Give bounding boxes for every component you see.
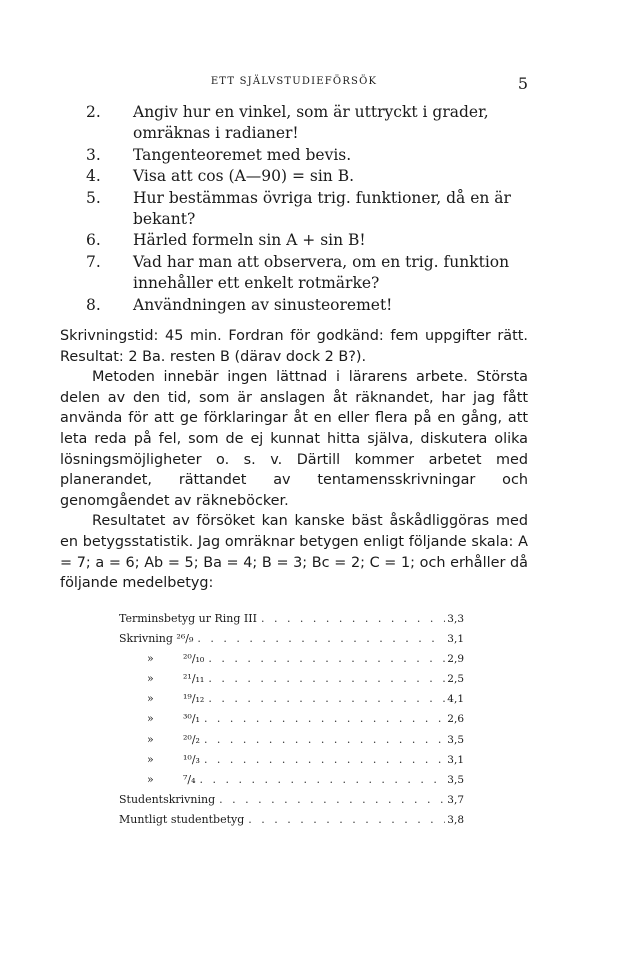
table-row (119, 669, 464, 689)
table-row (119, 609, 464, 629)
row-label: ¹⁰/₃ (183, 752, 200, 766)
list-item (86, 145, 532, 166)
table-row (119, 730, 464, 750)
row-label: Terminsbetyg ur Ring III (119, 612, 257, 625)
ditto-mark: » (147, 652, 154, 666)
page-header (60, 74, 528, 94)
leader-dots (219, 790, 445, 810)
row-label: ¹⁹/₁₂ (183, 692, 205, 706)
list-item (86, 230, 532, 251)
row-value: 3,8 (447, 813, 464, 826)
row-value: 3,5 (447, 773, 464, 786)
running-title: ETT SJÄLVSTUDIEFÖRSÖK (210, 76, 378, 87)
leader-dots (248, 810, 445, 830)
leader-dots (204, 750, 445, 770)
row-label: ²⁰/₁₀ (183, 652, 205, 666)
row-value: 2,6 (447, 713, 464, 726)
leader-dots (208, 669, 445, 689)
grade-table (119, 609, 464, 830)
table-row (119, 649, 464, 669)
row-value: 4,1 (447, 693, 464, 706)
table-row (119, 770, 464, 790)
table-row (119, 629, 464, 649)
leader-dots (261, 609, 445, 629)
item-number: 4. (86, 167, 101, 186)
item-number: 8. (86, 295, 101, 314)
row-label: ³⁰/₁ (183, 712, 200, 726)
leader-dots (204, 730, 445, 750)
leader-dots (197, 629, 445, 649)
table-row (119, 689, 464, 709)
item-text: Tangenteoremet med bevis. (133, 145, 352, 164)
item-text: Vad har man att observera, om en trig. funktion innehåller ett enkelt rotmärke? (133, 252, 510, 293)
ditto-mark: » (147, 752, 154, 766)
item-number: 7. (86, 252, 101, 271)
table-row (119, 750, 464, 770)
leader-dots (204, 709, 445, 729)
item-text: Hur bestämmas övriga trig. funktioner, då en är bekant? (133, 188, 511, 229)
list-item (86, 295, 532, 316)
item-number: 5. (86, 188, 101, 207)
item-text: Visa att cos (A—90) = sin B. (133, 167, 355, 186)
row-value: 3,1 (447, 633, 464, 646)
row-value: 3,3 (447, 613, 464, 625)
paragraph: Resultatet av försöket kan kanske bäst åskådliggöras med en betygsstatistik. Jag omräknar betygen enligt följande skala: A = 7; a = 6; Ab = 5; Ba = 4; B = 3; Bc = 2; C = 1; och erhåller då följande medelbetyg: (60, 513, 528, 592)
row-label: ²¹/₁₁ (183, 672, 205, 686)
leader-dots (200, 770, 446, 790)
list-item (86, 102, 532, 145)
item-text: Angiv hur en vinkel, som är uttryckt i grader, omräknas i radianer! (133, 103, 489, 143)
item-text: Användningen av sinusteoremet! (133, 295, 393, 314)
row-value: 2,9 (447, 653, 464, 666)
list-item (86, 166, 532, 187)
ditto-mark: » (147, 692, 154, 706)
ditto-mark: » (147, 772, 154, 786)
ditto-mark: » (147, 672, 154, 686)
paragraph: Metoden innebär ingen lättnad i lärarens arbete. Största delen av den tid, som är anslagen åt räknandet, har jag fått använda för att ge förklaringar åt en eller flera på en gång, att leta reda på fel, som de ej kunnat hitta själva, diskutera olika lösningsmöjligheter o. s. v. Därtill kommer arbetet med planerandet, rättandet av tentamensskrivningar och genomgåendet av räkneböcker. (60, 369, 528, 509)
row-label: Muntligt studentbetyg (119, 812, 245, 826)
row-value: 3,7 (447, 793, 464, 806)
leader-dots (208, 689, 445, 709)
row-label: Skrivning ²⁶/₉ (119, 632, 194, 646)
item-number: 2. (86, 103, 101, 121)
question-list (86, 102, 532, 316)
row-value: 3,1 (447, 753, 464, 766)
row-value: 2,5 (447, 673, 464, 686)
ditto-mark: » (147, 712, 154, 726)
row-label: ⁷/₄ (183, 772, 196, 786)
leader-dots (208, 649, 445, 669)
paragraph: Skrivningstid: 45 min. Fordran för godkänd: fem uppgifter rätt. Resultat: 2 Ba. resten B (därav dock 2 B?). (60, 328, 528, 365)
ditto-mark: » (147, 732, 154, 746)
body-text (60, 326, 528, 594)
table-row (119, 810, 464, 830)
table-row (119, 790, 464, 810)
table-row (119, 709, 464, 729)
list-item (86, 252, 532, 295)
item-number: 3. (86, 145, 101, 164)
page-number: 5 (517, 74, 528, 93)
row-value: 3,5 (447, 733, 464, 746)
row-label: ²⁰/₂ (183, 732, 200, 746)
item-text: Härled formeln sin A + sin B! (133, 231, 366, 250)
row-label: Studentskrivning (119, 792, 216, 806)
list-item (86, 188, 532, 231)
item-number: 6. (86, 231, 101, 250)
